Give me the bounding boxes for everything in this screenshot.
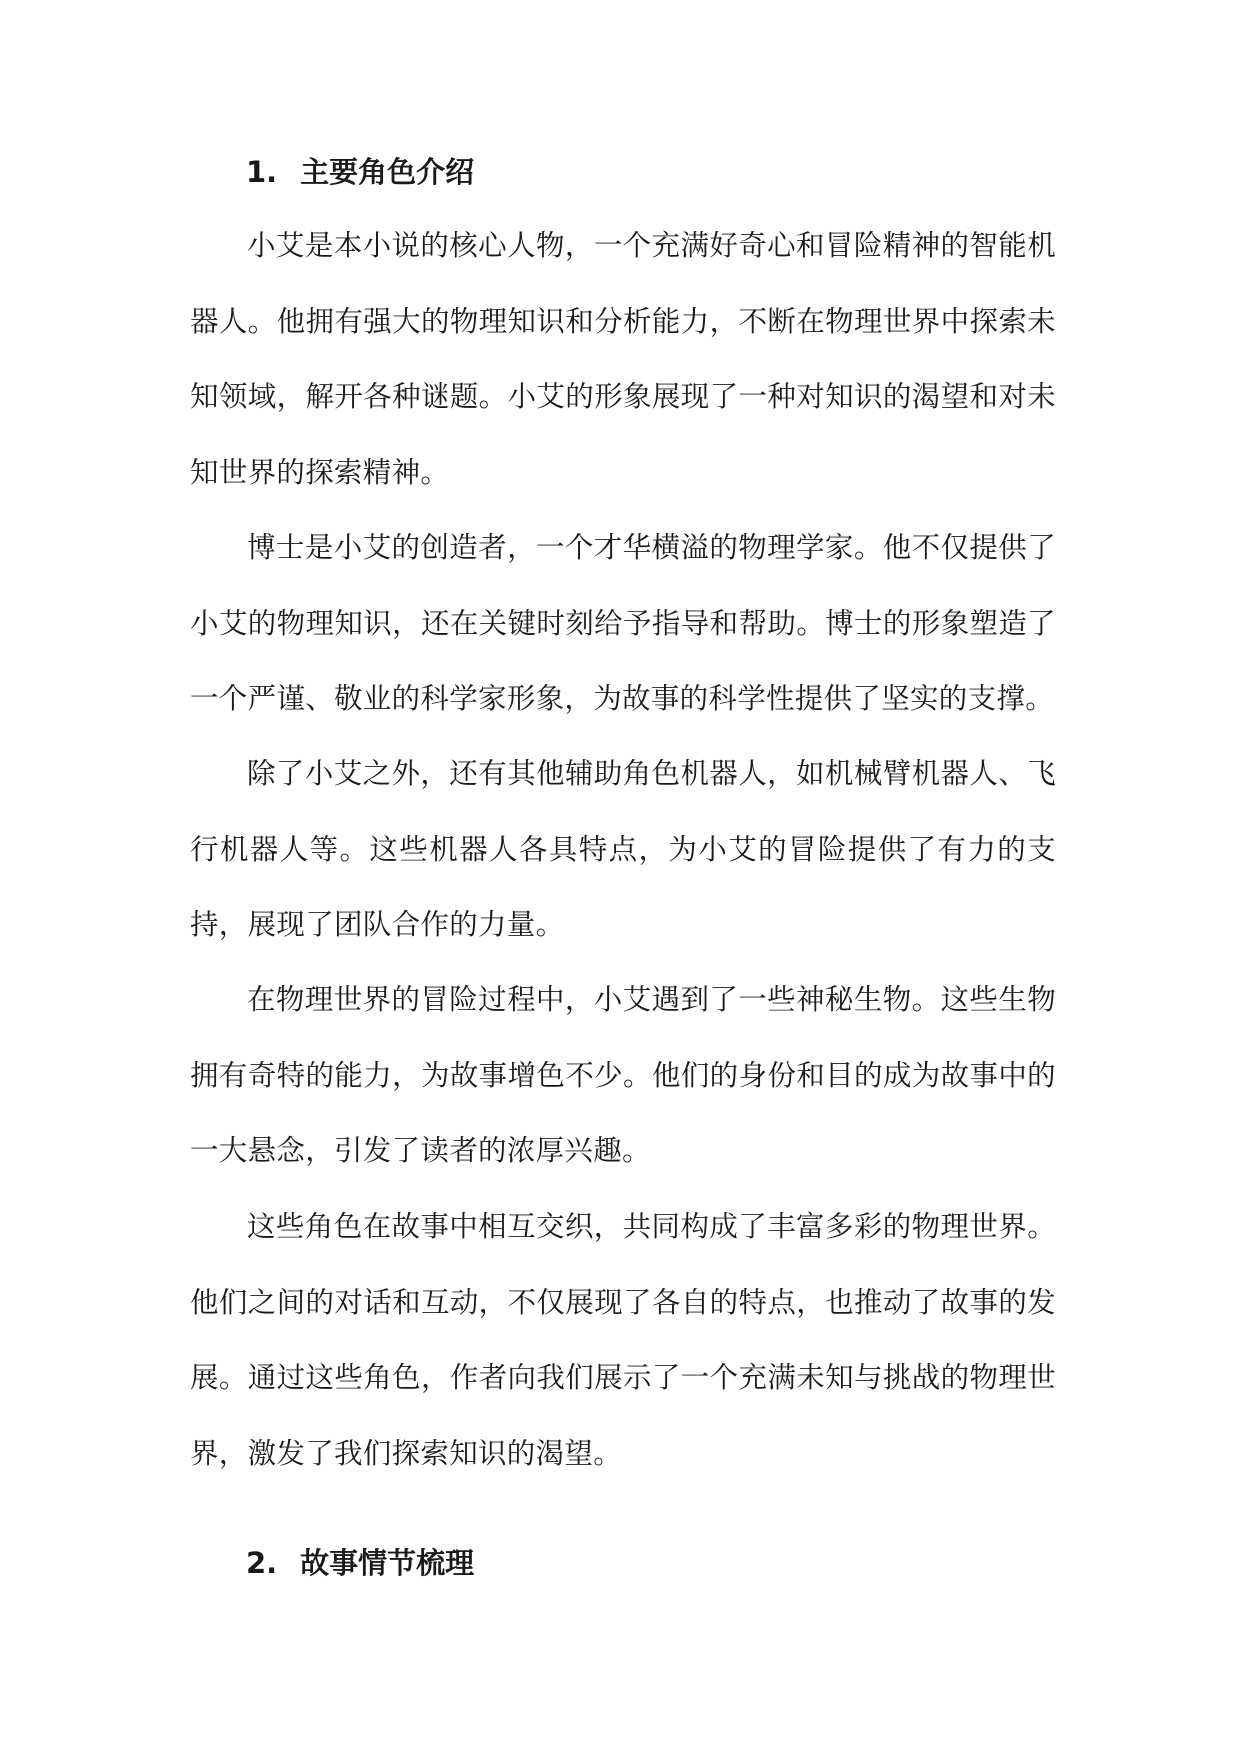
paragraph-mysterious-creatures: 在物理世界的冒险过程中，小艾遇到了一些神秘生物。这些生物拥有奇特的能力，为故事增色不少。他们的身份和目的成为故事中的一大悬念，引发了读者的浓厚兴趣。: [190, 983, 1056, 1167]
paragraph-summary: 这些角色在故事中相互交织，共同构成了丰富多彩的物理世界。他们之间的对话和互动，不仅展现了各自的特点，也推动了故事的发展。通过这些角色，作者向我们展示了一个充满未知与挑战的物理世界，激发了我们探索知识的渴望。: [190, 1210, 1056, 1470]
section-title: 主要角色介绍: [300, 155, 475, 189]
paragraph-xiaoai: 小艾是本小说的核心人物，一个充满好奇心和冒险精神的智能机器人。他拥有强大的物理知识和分析能力，不断在物理世界中探索未知领域，解开各种谜题。小艾的形象展现了一种对知识的渴望和对未知世界的探索精神。: [190, 229, 1056, 489]
section-title: 故事情节梳理: [300, 1546, 475, 1580]
paragraph-doctor: 博士是小艾的创造者，一个才华横溢的物理学家。他不仅提供了小艾的物理知识，还在关键时刻给予指导和帮助。博士的形象塑造了一个严谨、敬业的科学家形象，为故事的科学性提供了坚实的支撑。: [190, 531, 1056, 715]
paragraph-helper-robots: 除了小艾之外，还有其他辅助角色机器人，如机械臂机器人、飞行机器人等。这些机器人各具特点，为小艾的冒险提供了有力的支持，展现了团队合作的力量。: [190, 757, 1056, 941]
section-heading-characters: [246, 152, 474, 192]
section-number: 2.: [246, 1546, 278, 1580]
section-heading-plot: [246, 1543, 474, 1583]
section-number: 1.: [246, 155, 278, 189]
